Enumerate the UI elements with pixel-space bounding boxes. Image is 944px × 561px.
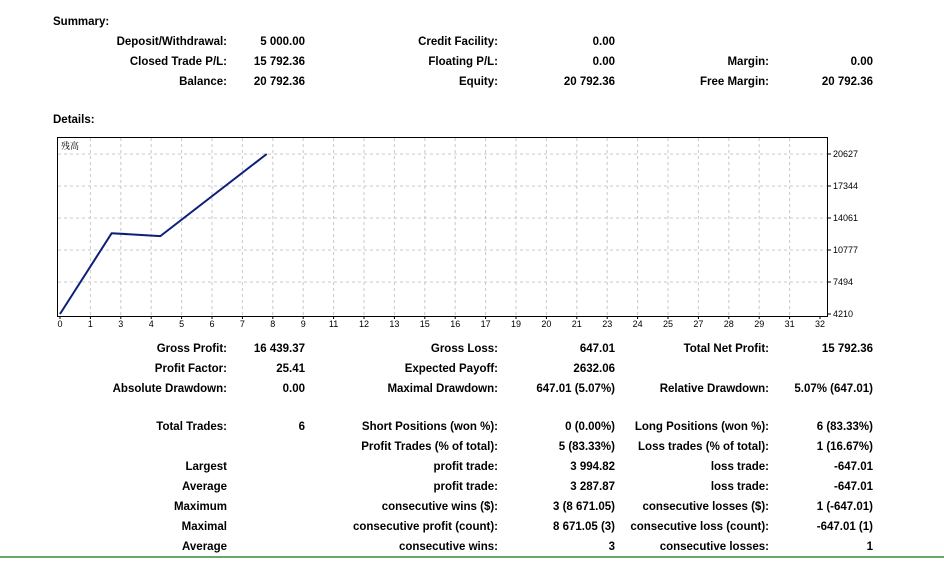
- bottom-divider: [0, 556, 944, 558]
- margin-value: 0.00: [850, 56, 873, 68]
- x-tick-label: 24: [632, 319, 643, 329]
- x-tick-label: 23: [602, 319, 613, 329]
- short-positions-label: Short Positions (won %):: [361, 421, 498, 433]
- loss-trades-label: Loss trades (% of total):: [638, 441, 769, 453]
- max-consec-losses-label: consecutive losses ($):: [642, 501, 769, 513]
- loss-trades-value: 1 (16.67%): [816, 441, 873, 453]
- gross-loss-value: 647.01: [579, 343, 615, 355]
- x-tick-label: 6: [209, 319, 215, 329]
- total-net-label: Total Net Profit:: [683, 343, 769, 355]
- max-drawdown-value: 647.01 (5.07%): [536, 383, 615, 395]
- average-profit-value: 3 287.87: [570, 481, 615, 493]
- x-tick-label: 28: [723, 319, 734, 329]
- long-positions-label: Long Positions (won %):: [634, 421, 769, 433]
- max-consec-wins-label: consecutive wins ($):: [381, 501, 498, 513]
- maximal-label: Maximal: [181, 521, 227, 533]
- x-tick-label: 27: [693, 319, 704, 329]
- x-tick-label: 20: [541, 319, 552, 329]
- profit-trades-value: 5 (83.33%): [558, 441, 615, 453]
- x-tick-label: 1: [87, 319, 93, 329]
- x-tick-label: 15: [419, 319, 430, 329]
- y-tick-label: 4210: [833, 309, 854, 319]
- maximal-loss-label: consecutive loss (count):: [630, 521, 769, 533]
- largest-loss-label: loss trade:: [710, 461, 769, 473]
- x-tick-label: 17: [480, 319, 491, 329]
- x-tick-label: 5: [179, 319, 185, 329]
- margin-label: Margin:: [727, 56, 769, 68]
- x-tick-label: 12: [358, 319, 370, 329]
- total-trades-value: 6: [298, 421, 305, 433]
- largest-profit-label: profit trade:: [433, 461, 498, 473]
- max-drawdown-label: Maximal Drawdown:: [387, 383, 498, 395]
- y-tick-label: 20627: [833, 149, 859, 159]
- balance-label: Balance:: [179, 76, 227, 88]
- x-tick-label: 8: [270, 319, 276, 329]
- free-margin-label: Free Margin:: [699, 76, 769, 88]
- equity-value: 20 792.36: [563, 76, 615, 88]
- long-positions-value: 6 (83.33%): [816, 421, 873, 433]
- expected-payoff-label: Expected Payoff:: [404, 363, 498, 375]
- abs-drawdown-value: 0.00: [282, 383, 305, 395]
- closed-pl-value: 15 792.36: [253, 56, 305, 68]
- y-tick-label: 7494: [833, 276, 854, 287]
- short-positions-value: 0 (0.00%): [565, 421, 615, 433]
- deposit-label: Deposit/Withdrawal:: [116, 36, 227, 48]
- summary-title: Summary:: [53, 16, 110, 28]
- avg-consec-losses-value: 1: [866, 541, 873, 553]
- largest-profit-value: 3 994.82: [570, 461, 615, 473]
- free-margin-value: 20 792.36: [821, 76, 873, 88]
- x-tick-label: 7: [239, 319, 245, 329]
- x-tick-label: 32: [814, 319, 826, 329]
- x-tick-label: 13: [389, 319, 400, 329]
- average-consec-label: Average: [182, 541, 227, 553]
- x-tick-label: 4: [148, 319, 154, 329]
- deposit-value: 5 000.00: [260, 36, 305, 48]
- maximal-loss-value: -647.01 (1): [816, 521, 873, 533]
- x-tick-label: 31: [784, 319, 795, 329]
- x-tick-label: 11: [328, 319, 339, 329]
- total-net-value: 15 792.36: [821, 343, 873, 355]
- details-title: Details:: [53, 114, 95, 126]
- x-tick-label: 21: [571, 319, 582, 329]
- largest-label: Largest: [185, 461, 227, 473]
- x-tick-label: 16: [450, 319, 461, 329]
- y-tick-label: 10777: [833, 244, 859, 255]
- x-tick-label: 3: [118, 319, 124, 329]
- avg-consec-wins-value: 3: [608, 541, 615, 553]
- rel-drawdown-label: Relative Drawdown:: [659, 383, 769, 395]
- x-tick-label: 0: [57, 319, 63, 329]
- chart-legend-label: 残高: [61, 141, 80, 151]
- maximal-profit-label: consecutive profit (count):: [352, 521, 498, 533]
- average-profit-label: profit trade:: [433, 481, 498, 493]
- total-trades-label: Total Trades:: [156, 421, 227, 433]
- y-tick-label: 17344: [833, 180, 859, 191]
- credit-label: Credit Facility:: [418, 36, 498, 48]
- max-consec-losses-value: 1 (-647.01): [816, 501, 873, 513]
- x-tick-label: 19: [510, 319, 522, 329]
- y-tick-label: 14061: [833, 212, 859, 223]
- maximum-label: Maximum: [173, 501, 227, 513]
- average-loss-label: loss trade:: [710, 481, 769, 493]
- rel-drawdown-value: 5.07% (647.01): [794, 383, 873, 395]
- floating-value: 0.00: [592, 56, 615, 68]
- closed-pl-label: Closed Trade P/L:: [129, 56, 227, 68]
- profit-factor-label: Profit Factor:: [154, 363, 227, 375]
- abs-drawdown-label: Absolute Drawdown:: [112, 383, 227, 395]
- balance-value: 20 792.36: [253, 76, 305, 88]
- average-loss-value: -647.01: [833, 481, 873, 493]
- average-label: Average: [182, 481, 227, 493]
- max-consec-wins-value: 3 (8 671.05): [552, 501, 615, 513]
- gross-profit-label: Gross Profit:: [156, 343, 227, 355]
- gross-profit-value: 16 439.37: [253, 343, 305, 355]
- x-tick-label: 9: [300, 319, 306, 329]
- gross-loss-label: Gross Loss:: [430, 343, 498, 355]
- credit-value: 0.00: [592, 36, 615, 48]
- avg-consec-wins-label: consecutive wins:: [398, 541, 498, 553]
- x-tick-label: 29: [754, 319, 765, 329]
- maximal-profit-value: 8 671.05 (3): [552, 521, 615, 533]
- avg-consec-losses-label: consecutive losses:: [659, 541, 769, 553]
- profit-trades-label: Profit Trades (% of total):: [361, 441, 498, 453]
- expected-payoff-value: 2632.06: [573, 363, 615, 375]
- equity-label: Equity:: [459, 76, 498, 88]
- x-tick-label: 25: [662, 319, 674, 329]
- profit-factor-value: 25.41: [276, 363, 305, 375]
- largest-loss-value: -647.01: [833, 461, 873, 473]
- floating-label: Floating P/L:: [428, 56, 498, 68]
